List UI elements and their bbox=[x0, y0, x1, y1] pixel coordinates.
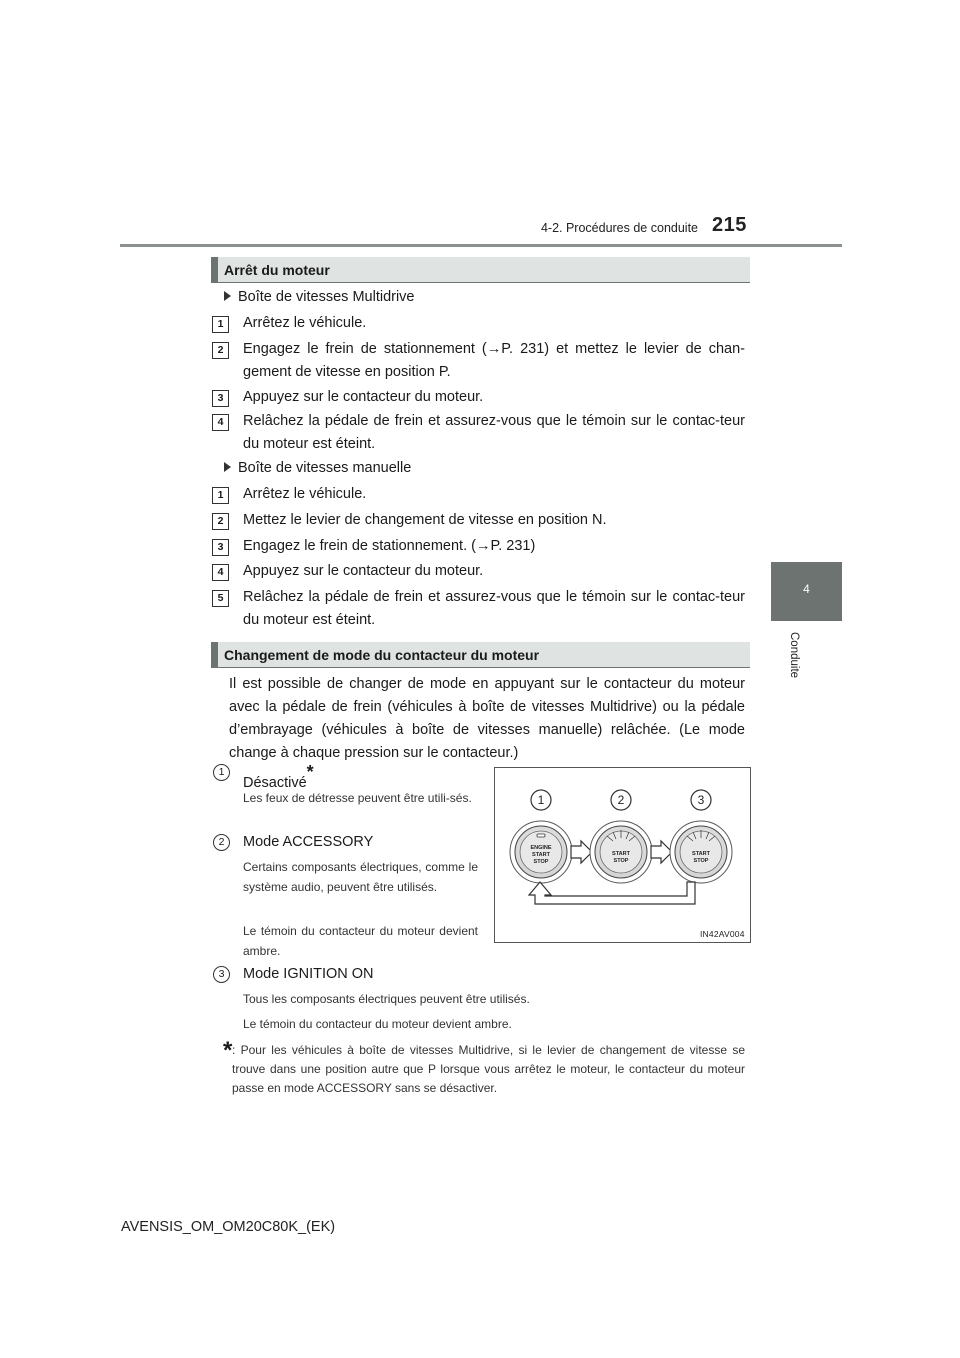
step-text: Arrêtez le véhicule. bbox=[243, 315, 367, 331]
footnote-text: : Pour les véhicules à boîte de vitesses Multidrive, si le levier de changement de vitesse se trouve dans une position autre que P lorsque vous arrêtez le moteur, le contacteur du moteur passe en mode ACCESSORY sans se désactiver. bbox=[232, 1043, 745, 1095]
button-text-stop: STOP bbox=[693, 858, 709, 864]
engine-switch-illustration bbox=[495, 768, 750, 942]
button-text-start: START bbox=[692, 851, 710, 857]
chapter-tab[interactable]: 4 bbox=[771, 562, 842, 621]
step-text: Engagez le frein de stationnement. (→P. 231) bbox=[243, 538, 536, 554]
mode-number: 2 bbox=[213, 834, 230, 851]
triangle-bullet-icon bbox=[224, 291, 231, 301]
start-stop-button-accessory bbox=[590, 821, 652, 883]
triangle-bullet-icon bbox=[224, 462, 231, 472]
page-number: 215 bbox=[712, 214, 747, 236]
arrow-right-icon bbox=[651, 841, 672, 863]
engine-switch-diagram bbox=[494, 767, 751, 943]
step-text: Arrêtez le véhicule. bbox=[243, 486, 367, 502]
step-text: Appuyez sur le contacteur du moteur. bbox=[243, 389, 484, 405]
callout-1 bbox=[531, 790, 551, 810]
mode-title-off bbox=[243, 762, 314, 791]
footnote-star: * bbox=[223, 1037, 233, 1064]
callout-3 bbox=[691, 790, 711, 810]
step-number: 2 bbox=[212, 513, 229, 530]
step-number: 4 bbox=[212, 564, 229, 581]
step-number: 3 bbox=[212, 539, 229, 556]
mode-title-off-text: Désactivé bbox=[243, 774, 307, 791]
mode-note: Les feux de détresse peuvent être utili-sés. bbox=[243, 791, 472, 805]
mode-number: 3 bbox=[213, 966, 230, 983]
step-number: 3 bbox=[212, 390, 229, 407]
chapter-label-text: Conduite bbox=[788, 632, 800, 679]
section-heading-stop-engine: Arrêt du moteur bbox=[211, 257, 750, 283]
mode-note: Tous les composants électriques peuvent être utilisés. bbox=[243, 992, 530, 1006]
subheading-manual bbox=[224, 460, 411, 476]
step-text: Mettez le levier de changement de vitesse en position N. bbox=[243, 512, 607, 528]
chapter-label bbox=[778, 632, 818, 692]
intro-paragraph: Il est possible de changer de mode en appuyant sur le contacteur du moteur avec la pédale de frein (véhicules à boîte de vitesses Multidrive) ou la pédale d’embrayage (véhicules à boîte de vitesses manuelle) relâchée. (Le mode change à chaque pression sur le contacteur.) bbox=[229, 676, 745, 761]
callout-1-label: 1 bbox=[537, 793, 545, 807]
mode-note: Le témoin du contacteur du moteur devient ambre. bbox=[243, 924, 478, 958]
footnote-star: * bbox=[306, 762, 314, 782]
mode-note: Certains composants électriques, comme le système audio, peuvent être utilisés. bbox=[243, 860, 478, 894]
header-divider bbox=[120, 244, 842, 247]
callout-3-label: 3 bbox=[697, 793, 705, 807]
subheading-multidrive-text: Boîte de vitesses Multidrive bbox=[238, 289, 415, 305]
step-text: Relâchez la pédale de frein et assurez-vous que le témoin sur le contac-teur du moteur est éteint. bbox=[243, 413, 745, 452]
subheading-manual-text: Boîte de vitesses manuelle bbox=[238, 460, 412, 476]
step-number: 1 bbox=[212, 316, 229, 333]
button-text-stop: STOP bbox=[613, 858, 629, 864]
return-arrow-icon bbox=[529, 882, 695, 904]
arrow-right-icon bbox=[571, 841, 592, 863]
mode-number: 1 bbox=[213, 764, 230, 781]
mode-note: Le témoin du contacteur du moteur devient ambre. bbox=[243, 1017, 512, 1031]
step-number: 4 bbox=[212, 414, 229, 431]
button-text-engine: ENGINE bbox=[530, 845, 552, 851]
start-stop-button-ignition bbox=[670, 821, 732, 883]
button-text-start: START bbox=[532, 852, 550, 858]
section-title: 4-2. Procédures de conduite bbox=[540, 221, 698, 235]
step-number: 5 bbox=[212, 590, 229, 607]
start-stop-button-off bbox=[510, 821, 572, 883]
button-text-stop: STOP bbox=[533, 859, 549, 865]
document-id: AVENSIS_OM_OM20C80K_(EK) bbox=[121, 1219, 336, 1235]
step-text: Appuyez sur le contacteur du moteur. bbox=[243, 563, 484, 579]
mode-title-accessory: Mode ACCESSORY bbox=[243, 834, 374, 850]
mode-title-ignition: Mode IGNITION ON bbox=[243, 966, 374, 982]
callout-2-label: 2 bbox=[617, 793, 625, 807]
step-number: 1 bbox=[212, 487, 229, 504]
button-text-start: START bbox=[612, 851, 630, 857]
callout-2 bbox=[611, 790, 631, 810]
step-text: Engagez le frein de stationnement (→P. 231) et mettez le levier de chan-gement de vitesse en position P. bbox=[243, 341, 745, 380]
subheading-multidrive bbox=[224, 289, 415, 305]
figure-code: IN42AV004 bbox=[700, 929, 745, 939]
step-number: 2 bbox=[212, 342, 229, 359]
step-text: Relâchez la pédale de frein et assurez-vous que le témoin sur le contac-teur du moteur est éteint. bbox=[243, 589, 745, 628]
section-heading-mode-change: Changement de mode du contacteur du moteur bbox=[211, 642, 750, 668]
